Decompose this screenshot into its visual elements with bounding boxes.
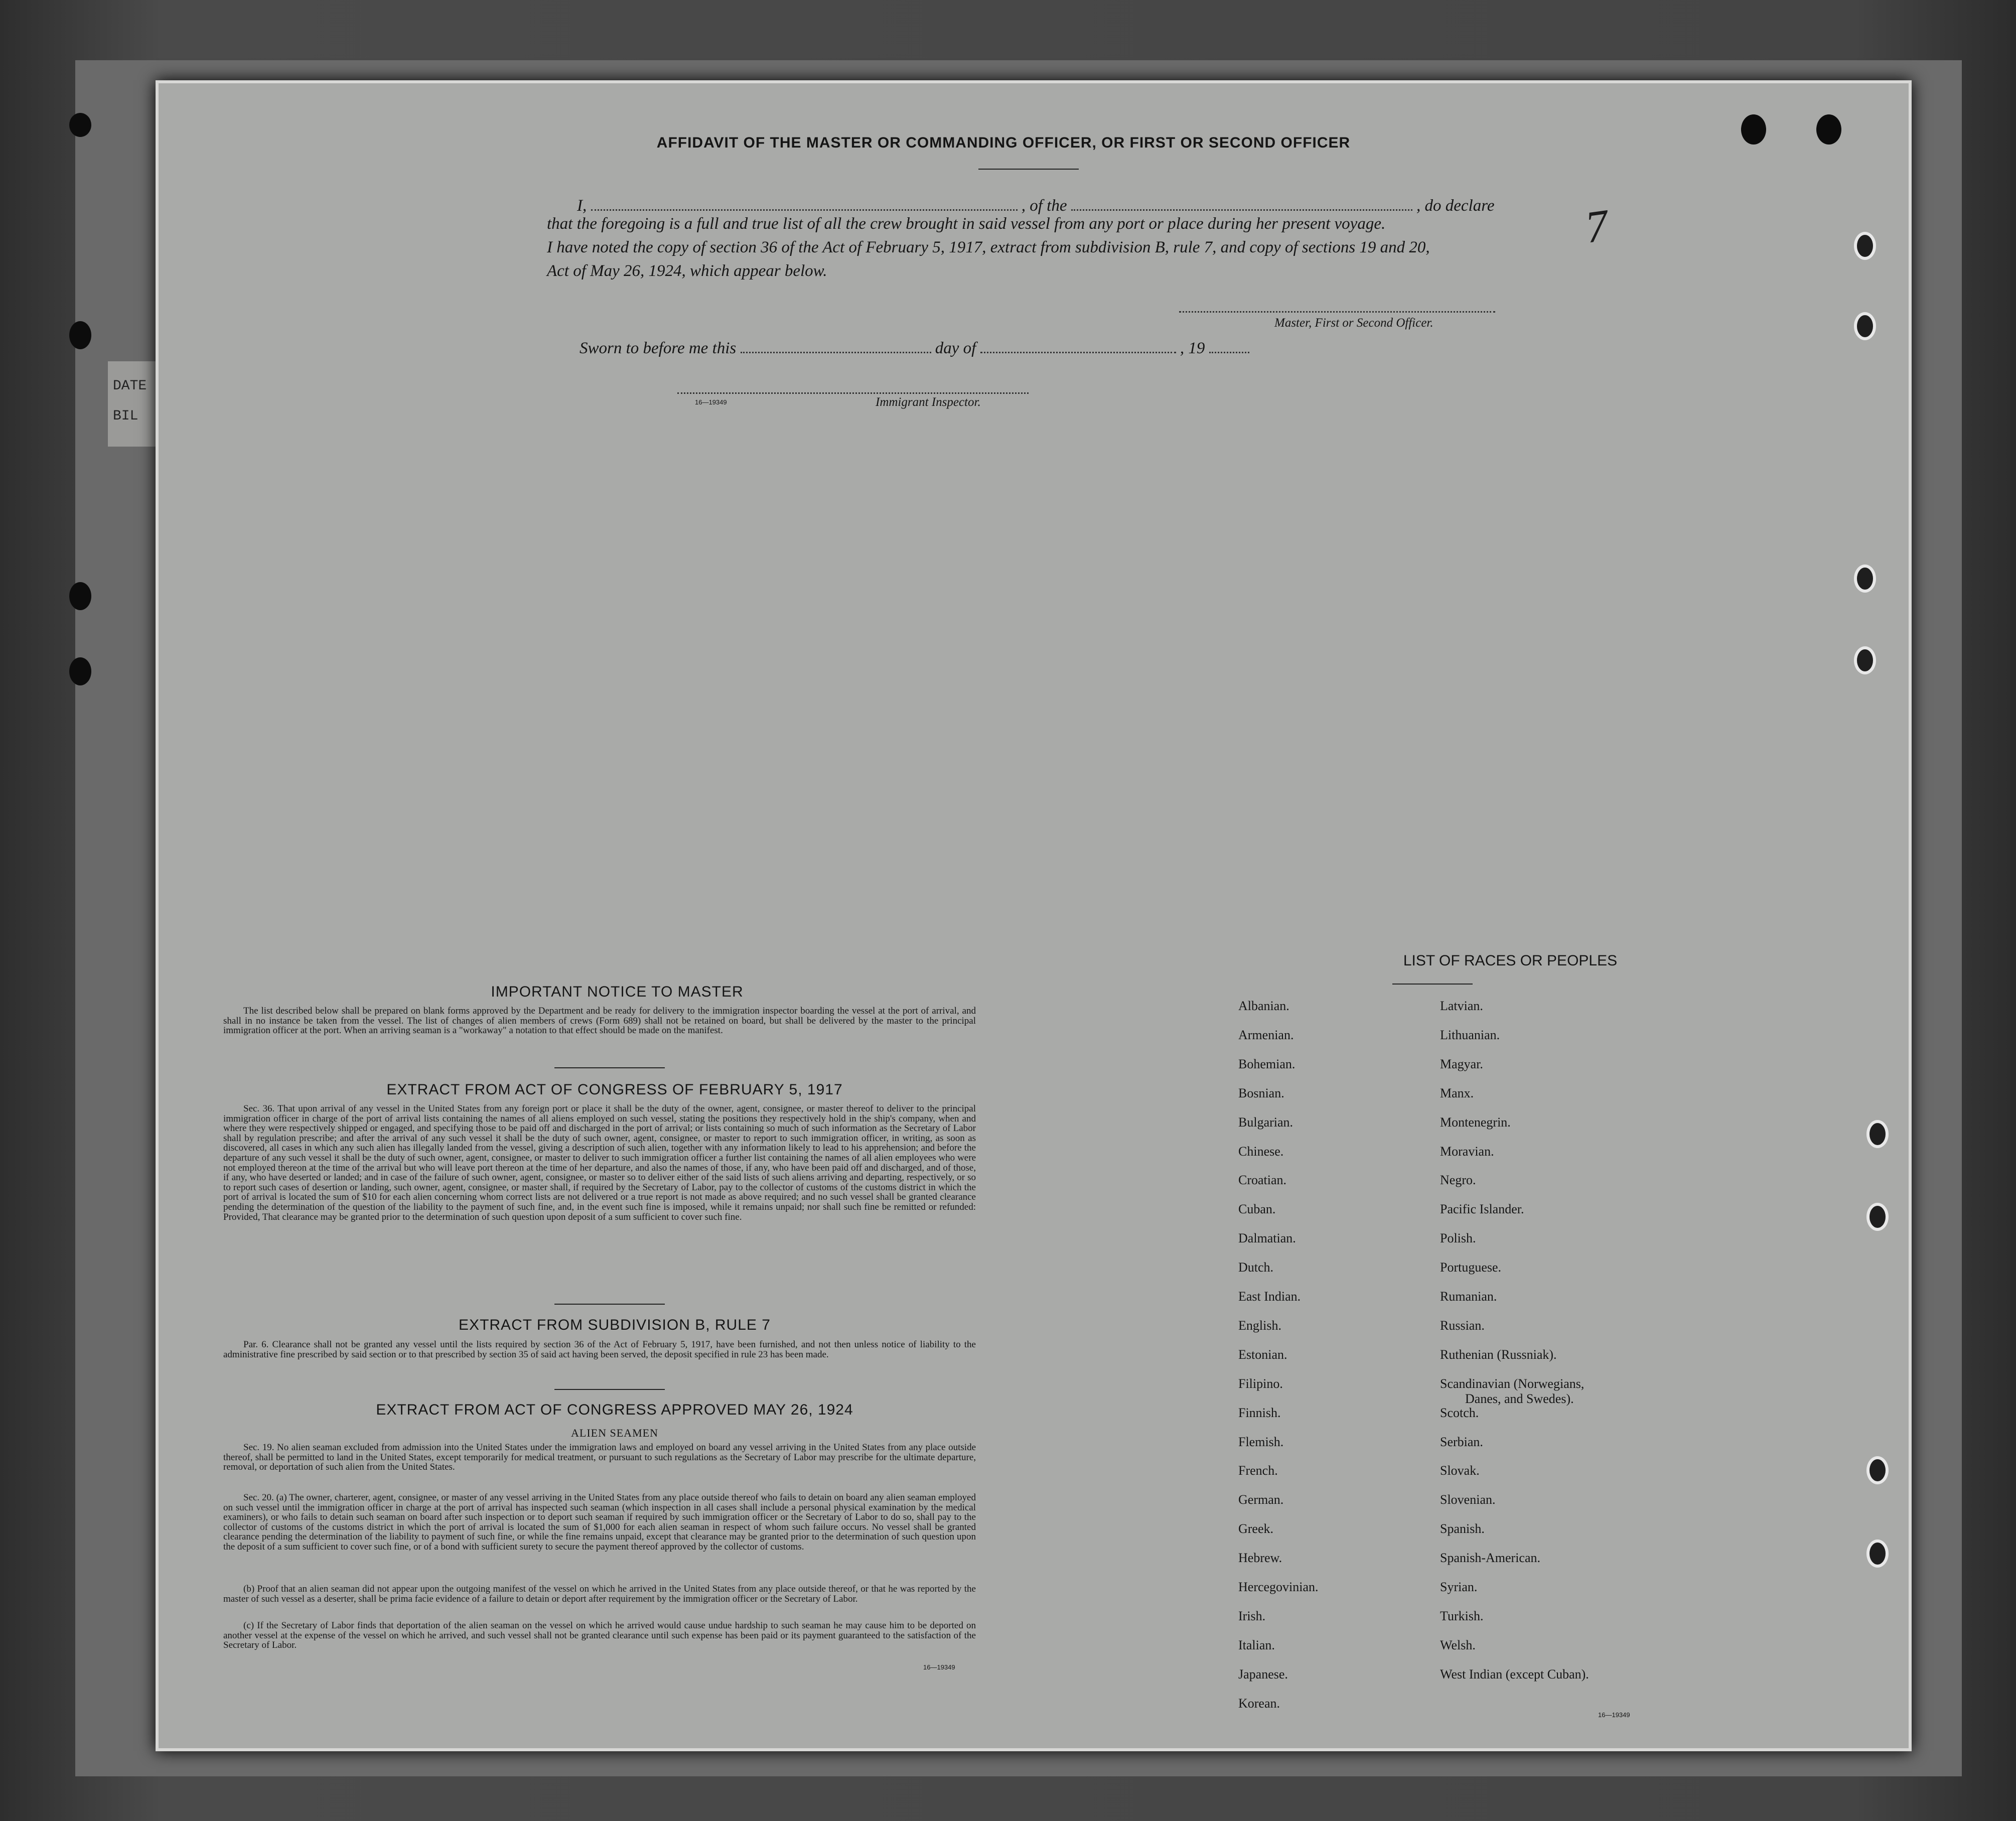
- master-signature-label: Master, First or Second Officer.: [1274, 316, 1433, 330]
- race-item: Turkish.: [1440, 1608, 1484, 1623]
- divider: [554, 1304, 665, 1305]
- date-tab: [108, 361, 156, 447]
- extract-1917-body: Sec. 36. That upon arrival of any vessel in the United States from any foreign port or place it shall be the duty of the owner, agent, consignee, or master thereof to deliver to the principal immigration officer in charge of the port of arrival lists containing the names of all aliens employed on such vessel, stating the positions they respectively hold in the ship's company, when and where they were respectively shipped or engaged, and specifying those to be paid off and discharged in the port of arrival; or lists containing so much of such information as the Secretary of Labor shall by regulation prescribe; and after the arrival of any such vessel it shall be the duty of such owner, agent, consignee, or master to report to such immigration officer, in writing, as soon as discovered, all cases in which any such alien has illegally landed from the vessel, giving a description of such alien, together with any information likely to lead to his apprehension; and before the departure of any such vessel it shall be the duty of such owner, agent, consignee, or master to deliver to such immigration officer a further list containing the names of all alien employees who were not employed thereon at the time of the arrival but who will leave port thereon at the time of her departure, and also the names of those, if any, who have been paid off and discharged, and of those, if any, who have deserted or landed; and in case of the failure of such owner, agent, consignee, or master so to deliver either of the said lists of such aliens arriving and departing, respectively, or so to report such cases of desertion or landing, such owner, agent, consignee, or master shall, if required by the Secretary of Labor, pay to the collector of customs of the customs district in which the port of arrival is located the sum of $10 for each alien concerning whom correct lists are not delivered or a true report is not made as above required; and no such vessel shall be granted clearance pending the determination of the question of the liability to the payment of such fine, and, in the event such fine is imposed, while it remains unpaid; nor shall such fine be remitted or refunded: Provided, That clearance may be granted prior to the determination of such question upon deposit of a sum sufficient to cover such fine.: [223, 1103, 976, 1222]
- declarant-name-field[interactable]: [591, 197, 1018, 211]
- race-item: Bosnian.: [1238, 1085, 1284, 1100]
- sworn-line: [580, 339, 1523, 358]
- extract-rule7-title: EXTRACT FROM SUBDIVISION B, RULE 7: [459, 1317, 771, 1333]
- race-item: Italian.: [1238, 1637, 1275, 1652]
- race-item: Greek.: [1238, 1521, 1274, 1536]
- extract-rule7-body: Par. 6. Clearance shall not be granted any vessel until the lists required by section 36 of the Act of February 5, 1917, have been furnished, and not then unless notice of liability to the administrative fine prescribed by said section or to that prescribed by section 35 of said act having been served, the deposit specified in rule 23 has been made.: [223, 1339, 976, 1360]
- race-item: Negro.: [1440, 1173, 1476, 1188]
- punch-hole-icon: [1866, 1120, 1889, 1148]
- binding-hole-icon: [69, 657, 91, 685]
- form-number: 16—19349: [923, 1663, 955, 1671]
- race-item: Croatian.: [1238, 1173, 1287, 1188]
- extract-1917-title: EXTRACT FROM ACT OF CONGRESS OF FEBRUARY 5, 1917: [386, 1081, 843, 1098]
- extract-1924-title: EXTRACT FROM ACT OF CONGRESS APPROVED MAY 26, 1924: [376, 1402, 853, 1418]
- punch-hole-icon: [1866, 1539, 1889, 1568]
- divider: [554, 1067, 665, 1068]
- affidavit-line-1: [577, 197, 1520, 215]
- race-item: Serbian.: [1440, 1434, 1483, 1449]
- extract-1924-sec20c: (c) If the Secretary of Labor finds that deportation of the alien seaman on the vessel on which he arrived would cause undue hardship to such seaman he may cause him to be deported on another vessel at the expense of the vessel on which he arrived, and such vessel shall not be granted clearance until such expense has been paid or its payment guaranteed to the satisfaction of the Secretary of Labor.: [223, 1620, 976, 1651]
- binding-hole-icon: [69, 582, 91, 610]
- form-number: 16—19349: [695, 398, 727, 406]
- sworn-month-field[interactable]: [980, 340, 1176, 353]
- extract-1924-sec20b: (b) Proof that an alien seaman did not appear upon the outgoing manifest of the vessel on which he arrived in the United States from any place outside thereof, or that he was reported by the master of such vessel as a deserter, shall be prima facie evidence of a failure to detain or deport after requirement by the immigration officer or the Secretary of Labor.: [223, 1584, 976, 1604]
- do-declare-label: , do declare: [1416, 197, 1495, 215]
- race-item: Irish.: [1238, 1608, 1266, 1623]
- divider: [554, 1389, 665, 1390]
- day-of-label: day of: [935, 339, 976, 357]
- affidavit-line-3: I have noted the copy of section 36 of the Act of February 5, 1917, extract from subdivision B, rule 7, and copy of sections 19 and 20,: [547, 238, 1430, 256]
- race-item: Albanian.: [1238, 999, 1289, 1013]
- race-item: Dutch.: [1238, 1260, 1274, 1275]
- race-item: Ruthenian (Russniak).: [1440, 1347, 1557, 1362]
- tab-date-label: DATE: [113, 378, 147, 394]
- race-item: German.: [1238, 1492, 1284, 1507]
- race-item: Manx.: [1440, 1085, 1474, 1100]
- race-item: Hebrew.: [1238, 1551, 1282, 1566]
- race-item: Spanish.: [1440, 1521, 1485, 1536]
- extract-1924-sec19: Sec. 19. No alien seaman excluded from admission into the United States under the immigration laws and employed on board any vessel arriving in the United States from any place outside thereof, shall be permitted to land in the United States, except temporarily for medical treatment, or pursuant to such regulations as the Secretary of Labor may prescribe for the ultimate departure, removal, or deportation of such alien from the United States.: [223, 1442, 976, 1473]
- sworn-label: Sworn to before me this: [580, 339, 737, 357]
- notice-body: The list described below shall be prepared on blank forms approved by the Department and be ready for delivery to the immigration inspector boarding the vessel at the port of arrival, and shall in no instance be taken from the vessel. The list of changes of alien members of crews (Form 689) shall not be retained on board, but shall be delivered by the master to the principal immigration officer at the port. When an arriving seaman is a "workaway" a notation to that effect should be made on the manifest.: [223, 1006, 976, 1036]
- race-item: Scandinavian (Norwegians,: [1440, 1376, 1585, 1391]
- inspector-label: Immigrant Inspector.: [876, 395, 981, 409]
- sworn-year-field[interactable]: [1209, 340, 1249, 353]
- punch-hole-icon: [1866, 1456, 1889, 1484]
- tab-bill-label: BIL: [113, 408, 138, 424]
- race-item: Bulgarian.: [1238, 1114, 1293, 1130]
- inspector-signature-line[interactable]: [677, 392, 1029, 394]
- race-item: Estonian.: [1238, 1347, 1287, 1362]
- race-item: Slovenian.: [1440, 1492, 1496, 1507]
- divider: [1392, 984, 1473, 985]
- race-item: Korean.: [1238, 1696, 1280, 1711]
- of-the-label: , of the: [1021, 197, 1067, 215]
- race-item: Polish.: [1440, 1231, 1476, 1246]
- race-item: Lithuanian.: [1440, 1027, 1500, 1042]
- race-item: Armenian.: [1238, 1027, 1294, 1042]
- race-item: Finnish.: [1238, 1405, 1281, 1420]
- punch-hole-icon: [1854, 232, 1876, 260]
- race-item: Syrian.: [1440, 1580, 1478, 1594]
- extract-1924-sec20a: Sec. 20. (a) The owner, charterer, agent, consignee, or master of any vessel arriving in the United States from any place outside thereof who fails to detain on board any alien seaman employed on such vessel until the immigration officer in charge at the port of arrival has inspected such seaman (which inspection in all cases shall include a personal physical examination by the medical examiners), or who fails to detain such seaman on board after such inspection or to deport such seaman if required by such immigration officer or the Secretary of Labor to do so, shall pay to the collector of customs of the customs district in which the port of arrival is located the sum of $1,000 for each alien seaman in respect of whom such failure occurs. No vessel shall be granted clearance pending the determination of the liability to payment of such fine, or while the fine remains unpaid, except that clearance may be granted prior to the determination of such question upon the deposit of a sum sufficient to cover such fine, or of a bond with sufficient surety to secure the payment thereof approved by the collector of customs.: [223, 1492, 976, 1552]
- form-number: 16—19349: [1598, 1711, 1630, 1719]
- race-item: Hercegovinian.: [1238, 1580, 1319, 1594]
- declarant-label: I,: [577, 197, 587, 215]
- extract-1924-subtitle: ALIEN SEAMEN: [571, 1427, 658, 1439]
- race-item: Pacific Islander.: [1440, 1202, 1524, 1217]
- race-item: Bohemian.: [1238, 1056, 1295, 1071]
- race-item: West Indian (except Cuban).: [1440, 1666, 1589, 1682]
- punch-hole-icon: [1854, 312, 1876, 340]
- race-item: French.: [1238, 1463, 1278, 1478]
- title-underline: [978, 169, 1079, 170]
- race-item: Japanese.: [1238, 1666, 1288, 1682]
- race-item: Scotch.: [1440, 1405, 1479, 1420]
- race-item: Filipino.: [1238, 1376, 1283, 1391]
- race-item: Flemish.: [1238, 1434, 1284, 1449]
- vessel-name-field[interactable]: [1071, 197, 1412, 211]
- race-item: Chinese.: [1238, 1144, 1284, 1159]
- binding-hole-icon: [1741, 114, 1766, 145]
- handwritten-mark: 7: [1582, 200, 1612, 253]
- binding-hole-icon: [69, 113, 91, 137]
- race-item: Rumanian.: [1440, 1289, 1497, 1304]
- year-label: , 19: [1180, 339, 1205, 357]
- race-item: Magyar.: [1440, 1056, 1483, 1071]
- sworn-day-field[interactable]: [741, 340, 931, 353]
- race-item: Moravian.: [1440, 1144, 1494, 1159]
- binding-hole-icon: [1816, 114, 1841, 145]
- affidavit-line-2: that the foregoing is a full and true list of all the crew brought in said vessel from any port or place during her present voyage.: [547, 215, 1386, 233]
- race-item: Cuban.: [1238, 1202, 1276, 1217]
- race-item: Spanish-American.: [1440, 1551, 1541, 1566]
- race-item: Dalmatian.: [1238, 1231, 1296, 1246]
- race-item: Montenegrin.: [1440, 1114, 1511, 1130]
- master-signature-line[interactable]: [1179, 311, 1495, 313]
- race-item: Portuguese.: [1440, 1260, 1502, 1275]
- punch-hole-icon: [1854, 565, 1876, 593]
- race-item: English.: [1238, 1318, 1281, 1333]
- punch-hole-icon: [1866, 1203, 1889, 1231]
- notice-title: IMPORTANT NOTICE TO MASTER: [491, 984, 744, 1000]
- race-item: Latvian.: [1440, 999, 1483, 1013]
- race-item: Danes, and Swedes).: [1465, 1391, 1574, 1406]
- binding-hole-icon: [69, 321, 91, 349]
- race-item: Welsh.: [1440, 1637, 1476, 1652]
- affidavit-title: AFFIDAVIT OF THE MASTER OR COMMANDING OFFICER, OR FIRST OR SECOND OFFICER: [656, 134, 1351, 151]
- races-title: LIST OF RACES OR PEOPLES: [1403, 952, 1618, 969]
- race-item: East Indian.: [1238, 1289, 1301, 1304]
- race-item: Russian.: [1440, 1318, 1485, 1333]
- affidavit-line-4: Act of May 26, 1924, which appear below.: [547, 262, 827, 280]
- race-item: Slovak.: [1440, 1463, 1480, 1478]
- punch-hole-icon: [1854, 646, 1876, 674]
